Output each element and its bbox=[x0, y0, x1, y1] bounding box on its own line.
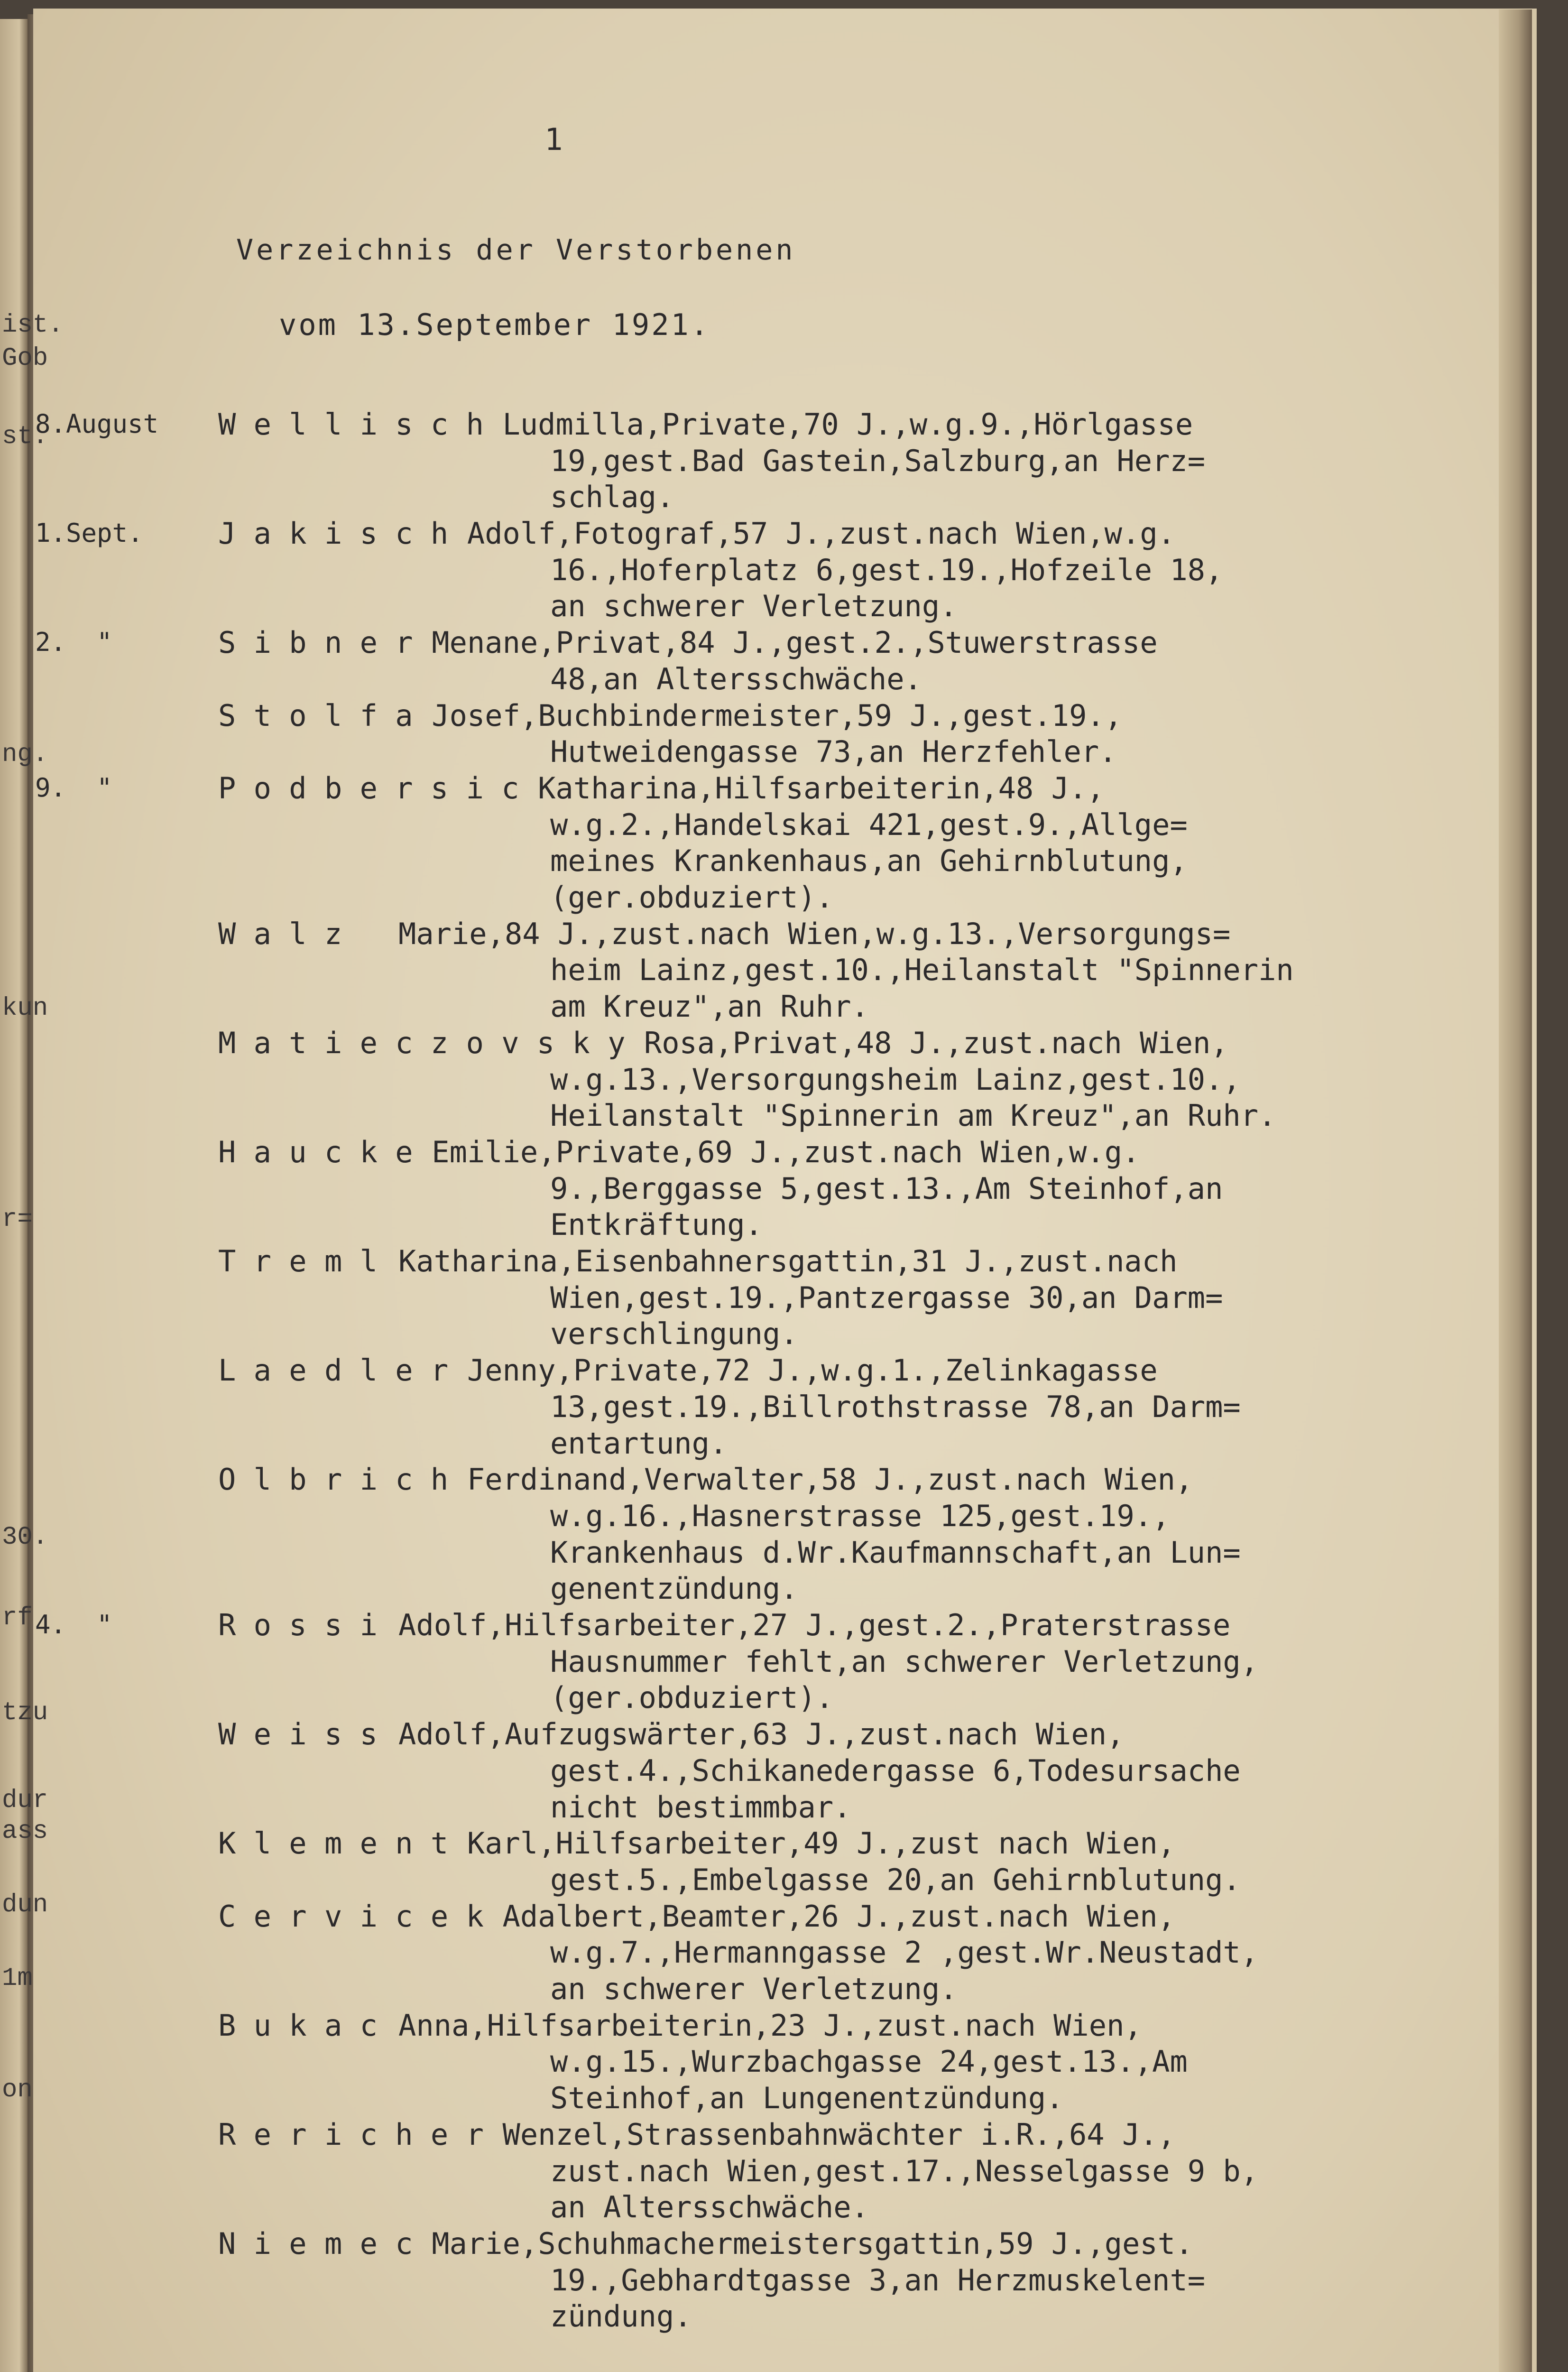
entry-text-line: Rosa,Privat,48 J.,zust.nach Wien, bbox=[644, 1025, 1228, 1060]
entry-text-line: Ferdinand,Verwalter,58 J.,zust.nach Wien, bbox=[467, 1462, 1193, 1497]
entry-text-line: w.g.2.,Handelskai 421,gest.9.,Allge= bbox=[550, 807, 1188, 842]
entry-text-line: zündung. bbox=[550, 2299, 692, 2334]
entry-surname: R o s s i bbox=[218, 1608, 378, 1643]
entry-surname: T r e m l bbox=[218, 1244, 378, 1279]
entry-text-line: Adolf,Fotograf,57 J.,zust.nach Wien,w.g. bbox=[467, 516, 1175, 551]
entry-text-line: w.g.13.,Versorgungsheim Lainz,gest.10., bbox=[550, 1062, 1241, 1097]
entry-surname: H a u c k e bbox=[218, 1135, 413, 1169]
entry-text-line: gest.5.,Embelgasse 20,an Gehirnblutung. bbox=[550, 1862, 1241, 1897]
entry-surname: W e l l i s c h bbox=[218, 407, 484, 442]
entry-surname: S t o l f a bbox=[218, 698, 413, 733]
entry-text-line: Hutweidengasse 73,an Herzfehler. bbox=[550, 734, 1117, 769]
entry-text-line: Krankenhaus d.Wr.Kaufmannschaft,an Lun= bbox=[550, 1535, 1241, 1570]
entry-text-line: 9.,Berggasse 5,gest.13.,Am Steinhof,an bbox=[550, 1171, 1223, 1206]
entry-text-line: Ludmilla,Private,70 J.,w.g.9.,Hörlgasse bbox=[502, 407, 1193, 442]
entry-surname: O l b r i c h bbox=[218, 1462, 449, 1497]
entry-text-line: meines Krankenhaus,an Gehirnblutung, bbox=[550, 843, 1188, 879]
margin-fragment: dun bbox=[2, 1890, 48, 1919]
entry-text-line: genentzündung. bbox=[550, 1571, 798, 1606]
margin-fragment: dur bbox=[2, 1786, 48, 1815]
entry-text-line: Adalbert,Beamter,26 J.,zust.nach Wien, bbox=[502, 1899, 1175, 1934]
entry-text-line: nicht bestimmbar. bbox=[550, 1789, 851, 1825]
entry-text-line: 16.,Hoferplatz 6,gest.19.,Hofzeile 18, bbox=[550, 552, 1223, 587]
entry-text-line: heim Lainz,gest.10.,Heilanstalt "Spinnerin bbox=[550, 953, 1294, 988]
entry-text-line: Katharina,Hilfsarbeiterin,48 J., bbox=[538, 771, 1105, 806]
margin-fragment: 30. bbox=[2, 1523, 48, 1552]
entry-surname: S i b n e r bbox=[218, 625, 413, 660]
margin-fragment: ass bbox=[2, 1817, 48, 1846]
entry-text-line: w.g.15.,Wurzbachgasse 24,gest.13.,Am bbox=[550, 2044, 1188, 2079]
document-date: vom 13.September 1921. bbox=[279, 307, 710, 342]
entry-text-line: an Altersschwäche. bbox=[550, 2190, 869, 2225]
entry-text-line: Wenzel,Strassenbahnwächter i.R.,64 J., bbox=[502, 2117, 1175, 2152]
entry-surname: N i e m e c bbox=[218, 2226, 413, 2261]
entry-date: 4. " bbox=[35, 1610, 112, 1640]
entry-text-line: Adolf,Hilfsarbeiter,27 J.,gest.2.,Praterstrasse bbox=[398, 1608, 1231, 1643]
margin-fragment: kun bbox=[2, 994, 48, 1023]
entry-surname: R e r i c h e r bbox=[218, 2117, 484, 2152]
page-number: 1 bbox=[544, 122, 563, 158]
entry-text-line: w.g.7.,Hermanngasse 2 ,gest.Wr.Neustadt, bbox=[550, 1935, 1259, 1970]
margin-fragment: r= bbox=[2, 1205, 33, 1234]
entry-text-line: Adolf,Aufzugswärter,63 J.,zust.nach Wien, bbox=[398, 1717, 1125, 1752]
entry-text-line: an schwerer Verletzung. bbox=[550, 1972, 958, 2007]
entry-date: 8.August bbox=[35, 409, 159, 439]
entry-date: 1.Sept. bbox=[35, 518, 143, 548]
entry-date: 9. " bbox=[35, 773, 112, 803]
entry-text-line: Wien,gest.19.,Pantzergasse 30,an Darm= bbox=[550, 1280, 1223, 1315]
entry-surname: K l e m e n t bbox=[218, 1826, 449, 1861]
entry-text-line: verschlingung. bbox=[550, 1316, 798, 1352]
page-stack-edge bbox=[1499, 9, 1532, 2372]
entry-text-line: 48,an Altersschwäche. bbox=[550, 661, 922, 696]
entry-text-line: 19.,Gebhardtgasse 3,an Herzmuskelent= bbox=[550, 2262, 1206, 2298]
margin-fragment: rf bbox=[2, 1603, 33, 1632]
entry-text-line: entartung. bbox=[550, 1426, 728, 1461]
entry-surname: C e r v i c e k bbox=[218, 1899, 484, 1934]
margin-fragment: ng. bbox=[2, 740, 48, 769]
document-title: Verzeichnis der Verstorbenen bbox=[236, 233, 796, 267]
entry-surname: L a e d l e r bbox=[218, 1353, 449, 1388]
entry-surname: W a l z bbox=[218, 916, 342, 951]
entry-surname: J a k i s c h bbox=[218, 516, 449, 551]
entry-text-line: Heilanstalt "Spinnerin am Kreuz",an Ruhr. bbox=[550, 1098, 1276, 1133]
entry-text-line: zust.nach Wien,gest.17.,Nesselgasse 9 b, bbox=[550, 2153, 1259, 2188]
entry-text-line: Jenny,Private,72 J.,w.g.1.,Zelinkagasse bbox=[467, 1353, 1158, 1388]
entry-text-line: w.g.16.,Hasnerstrasse 125,gest.19., bbox=[550, 1498, 1170, 1533]
margin-fragment: st. bbox=[2, 422, 48, 451]
entry-text-line: Anna,Hilfsarbeiterin,23 J.,zust.nach Wien, bbox=[398, 2008, 1142, 2043]
margin-fragment: 1m bbox=[2, 1964, 33, 1993]
entry-text-line: (ger.obduziert). bbox=[550, 880, 834, 915]
entry-text-line: 13,gest.19.,Billrothstrasse 78,an Darm= bbox=[550, 1389, 1241, 1424]
entry-text-line: Marie,Schuhmachermeistersgattin,59 J.,gest. bbox=[432, 2226, 1193, 2261]
entry-surname: M a t i e c z o v s k y bbox=[218, 1025, 626, 1060]
entry-surname: P o d b e r s i c bbox=[218, 771, 519, 806]
entry-text-line: Katharina,Eisenbahnersgattin,31 J.,zust.nach bbox=[398, 1244, 1178, 1279]
entry-surname: W e i s s bbox=[218, 1717, 378, 1752]
entry-text-line: Entkräftung. bbox=[550, 1207, 763, 1242]
entry-text-line: Josef,Buchbindermeister,59 J.,gest.19., bbox=[432, 698, 1123, 733]
entry-text-line: Steinhof,an Lungenentzündung. bbox=[550, 2081, 1064, 2116]
entry-text-line: Emilie,Private,69 J.,zust.nach Wien,w.g. bbox=[432, 1135, 1140, 1169]
entry-text-line: Karl,Hilfsarbeiter,49 J.,zust nach Wien, bbox=[467, 1826, 1175, 1861]
entry-text-line: am Kreuz",an Ruhr. bbox=[550, 989, 869, 1024]
entry-text-line: gest.4.,Schikanedergasse 6,Todesursache bbox=[550, 1753, 1241, 1788]
entry-date: 2. " bbox=[35, 627, 112, 658]
entry-text-line: schlag. bbox=[550, 480, 674, 515]
entry-text-line: an schwerer Verletzung. bbox=[550, 589, 958, 624]
entry-text-line: Marie,84 J.,zust.nach Wien,w.g.13.,Versorgungs= bbox=[398, 916, 1231, 951]
entry-surname: B u k a c bbox=[218, 2008, 378, 2043]
margin-fragment: ist. bbox=[2, 311, 64, 340]
entry-text-line: (ger.obduziert). bbox=[550, 1680, 834, 1715]
margin-fragment: on bbox=[2, 2076, 33, 2104]
entry-text-line: Hausnummer fehlt,an schwerer Verletzung, bbox=[550, 1644, 1259, 1679]
entry-text-line: 19,gest.Bad Gastein,Salzburg,an Herz= bbox=[550, 443, 1206, 478]
entry-text-line: Menane,Privat,84 J.,gest.2.,Stuwerstrasse bbox=[432, 625, 1158, 660]
margin-fragment: Gob bbox=[2, 344, 48, 373]
margin-fragment: tzu bbox=[2, 1698, 48, 1727]
